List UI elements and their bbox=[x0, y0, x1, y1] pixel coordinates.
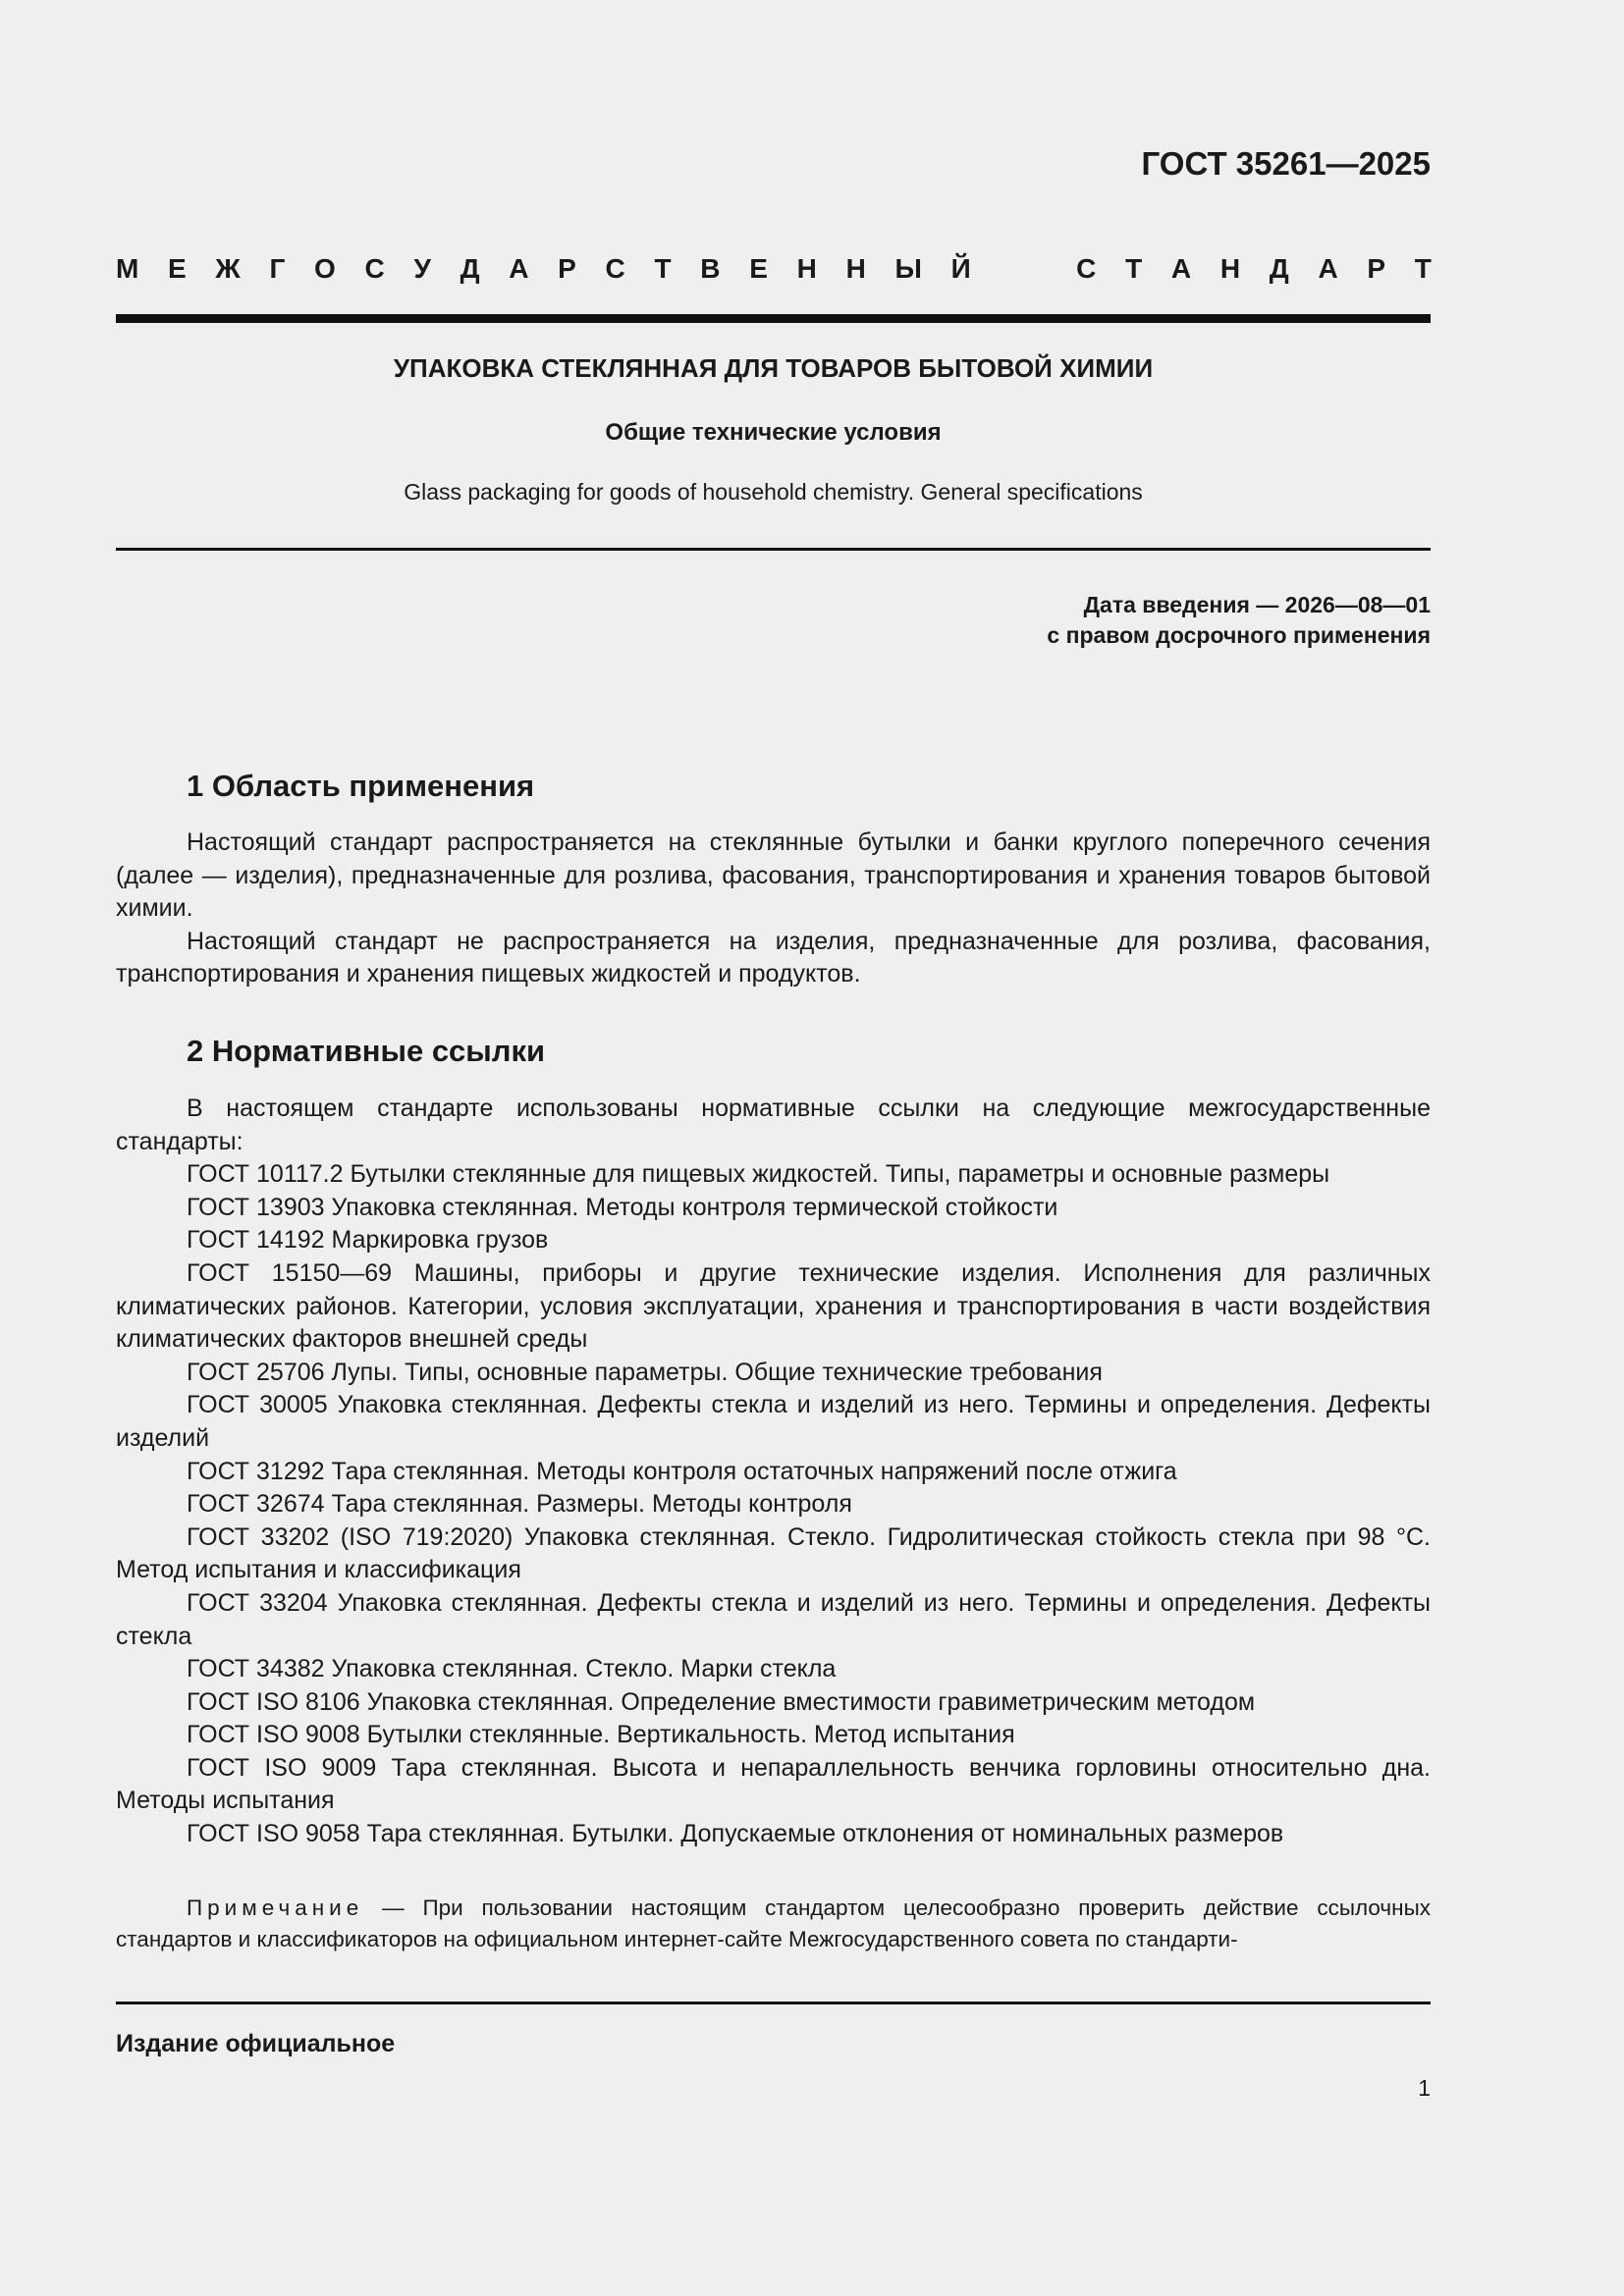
doc-type-letter: О bbox=[314, 253, 336, 284]
doc-type-letter: Н bbox=[1219, 253, 1241, 284]
doc-type-letter: В bbox=[700, 253, 721, 284]
section-1-body bbox=[116, 827, 1431, 991]
section-1-heading: 1 Область применения bbox=[187, 769, 535, 803]
page-number: 1 bbox=[1418, 2075, 1431, 2101]
section-2-intro: В настоящем стандарте использованы нормативные ссылки на следующие межгосударственные стандарты: bbox=[116, 1095, 1431, 1155]
document-title: УПАКОВКА СТЕКЛЯННАЯ ДЛЯ ТОВАРОВ БЫТОВОЙ ХИМИИ bbox=[393, 353, 1154, 383]
normative-reference: ГОСТ 31292 Тара стеклянная. Методы контроля остаточных напряжений после отжига bbox=[187, 1457, 1177, 1485]
doc-type-letter: Т bbox=[654, 253, 672, 284]
doc-type-letter: С bbox=[1076, 253, 1097, 284]
section-2-body bbox=[116, 1093, 1431, 1851]
doc-type-letter: М bbox=[116, 253, 139, 284]
normative-reference: ГОСТ ISO 9058 Тара стеклянная. Бутылки. Допускаемые отклонения от номинальных размеров bbox=[187, 1820, 1284, 1848]
section-1-paragraph: Настоящий стандарт распространяется на стеклянные бутылки и банки круглого поперечного сечения (далее — изделия), предназначенные для розлива, фасования, транспортирования и хранения товаров бытовой химии. bbox=[116, 828, 1431, 923]
doc-type-letter: Т bbox=[1414, 253, 1432, 284]
doc-type-letter: Ы bbox=[894, 253, 922, 284]
word-gap bbox=[1000, 253, 1047, 285]
doc-type-letter: Ж bbox=[215, 253, 241, 284]
edition-label: Издание официальное bbox=[116, 2030, 396, 2057]
document-title-english: Glass packaging for goods of household chemistry. General specifications bbox=[404, 479, 1143, 505]
note-label: Примечание bbox=[187, 1896, 364, 1920]
doc-type-letter: У bbox=[413, 253, 431, 284]
normative-reference: ГОСТ 30005 Упаковка стеклянная. Дефекты стекла и изделий из него. Термины и определения. Дефекты изделий bbox=[116, 1391, 1431, 1452]
note bbox=[116, 1893, 1431, 1955]
normative-reference: ГОСТ ISO 8106 Упаковка стеклянная. Определение вместимости гравиметрическим методом bbox=[187, 1687, 1256, 1716]
normative-reference: ГОСТ 34382 Упаковка стеклянная. Стекло. Марки стекла bbox=[187, 1655, 837, 1683]
intro-date-note: с правом досрочного применения bbox=[1047, 622, 1431, 648]
normative-reference: ГОСТ ISO 9009 Тара стеклянная. Высота и непараллельность венчика горловины относительно дна. Методы испытания bbox=[116, 1753, 1431, 1815]
note-text: — При пользовании настоящим стандартом целесообразно проверить действие ссылочных стандартов и классификаторов на официальном интернет-сайте Межгосударственного совета по стандарти- bbox=[116, 1896, 1431, 1951]
title-divider bbox=[116, 548, 1431, 551]
doc-type-letter: С bbox=[605, 253, 625, 284]
doc-type-letter: Д bbox=[460, 253, 480, 284]
doc-type-letter: Р bbox=[1367, 253, 1386, 284]
doc-type-letter: Т bbox=[1125, 253, 1143, 284]
footer-divider bbox=[116, 2002, 1431, 2004]
normative-reference: ГОСТ 15150—69 Машины, приборы и другие технические изделия. Исполнения для различных климатических районов. Категории, условия эксплуатации, хранения и транспортирования в части воздействия климатических факторов внешней среды bbox=[116, 1258, 1431, 1354]
doc-type-letter: Н bbox=[845, 253, 866, 284]
header-divider bbox=[116, 314, 1431, 323]
doc-type-letter: Р bbox=[558, 253, 576, 284]
normative-reference: ГОСТ ISO 9008 Бутылки стеклянные. Вертикальность. Метод испытания bbox=[187, 1721, 1015, 1749]
doc-type-letter: Е bbox=[168, 253, 187, 284]
section-2-heading: 2 Нормативные ссылки bbox=[187, 1034, 546, 1068]
normative-reference: ГОСТ 10117.2 Бутылки стеклянные для пищевых жидкостей. Типы, параметры и основные размеры bbox=[187, 1160, 1330, 1189]
doc-type-letter: Е bbox=[749, 253, 768, 284]
doc-type-letter: Н bbox=[796, 253, 817, 284]
section-1-paragraph: Настоящий стандарт не распространяется на изделия, предназначенные для розлива, фасования, транспортирования и хранения пищевых жидкостей и продуктов. bbox=[116, 927, 1431, 988]
doc-type-letter: Г bbox=[269, 253, 286, 284]
normative-reference: ГОСТ 14192 Маркировка грузов bbox=[187, 1226, 549, 1255]
doc-type-letter: С bbox=[364, 253, 385, 284]
doc-type-letter: А bbox=[509, 253, 529, 284]
document-subtitle: Общие технические условия bbox=[605, 419, 942, 446]
normative-reference: ГОСТ 32674 Тара стеклянная. Размеры. Методы контроля bbox=[187, 1490, 852, 1519]
doc-type-letter: Д bbox=[1269, 253, 1289, 284]
doc-type-letter: А bbox=[1318, 253, 1338, 284]
doc-type-letter: А bbox=[1170, 253, 1192, 284]
document-number: ГОСТ 35261—2025 bbox=[1141, 145, 1431, 182]
normative-reference: ГОСТ 33202 (ISO 719:2020) Упаковка стеклянная. Стекло. Гидролитическая стойкость стекла при 98 °С. Метод испытания и классификация bbox=[116, 1522, 1431, 1584]
normative-reference: ГОСТ 33204 Упаковка стеклянная. Дефекты стекла и изделий из него. Термины и определения. Дефекты стекла bbox=[116, 1588, 1431, 1650]
normative-reference: ГОСТ 25706 Лупы. Типы, основные параметры. Общие технические требования bbox=[187, 1358, 1103, 1386]
doc-type-letter: Й bbox=[950, 253, 971, 284]
normative-reference: ГОСТ 13903 Упаковка стеклянная. Методы контроля термической стойкости bbox=[187, 1193, 1058, 1221]
intro-date: Дата введения — 2026—08—01 bbox=[1083, 592, 1431, 617]
document-type-heading bbox=[116, 253, 1432, 285]
